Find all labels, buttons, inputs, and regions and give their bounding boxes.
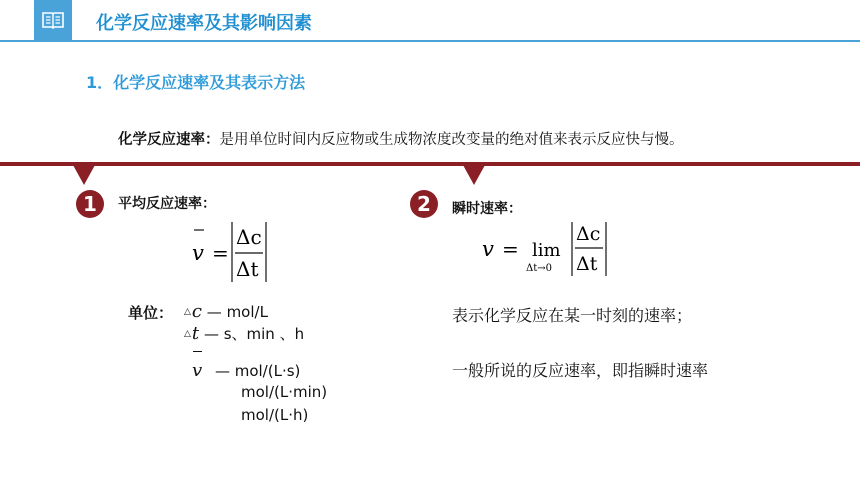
unit-rate-min: mol/(L·min) [241, 383, 328, 401]
symbol-t: t [191, 323, 200, 344]
formula-denominator: Δt [576, 253, 598, 275]
formula-denominator: Δt [236, 257, 259, 281]
section-divider [0, 162, 860, 166]
unit-text: — mol/(L·s) [214, 362, 301, 380]
formula-numerator: Δc [236, 225, 262, 249]
average-rate-formula [182, 220, 292, 286]
unit-rate-hour: mol/(L·h) [241, 406, 309, 424]
formula-v: v [192, 241, 204, 265]
delta-symbol: △ [184, 307, 191, 317]
unit-text: — s、min 、h [203, 325, 305, 343]
instant-rate-title: 瞬时速率： [452, 201, 522, 217]
instant-rate-line-2: 一般所说的反应速率，即指瞬时速率 [452, 361, 709, 380]
unit-concentration [184, 301, 268, 322]
formula-equals: = [212, 241, 229, 265]
definition-text: 是用单位时间内反应物或生成物浓度改变量的绝对值来表示反应快与慢。 [219, 132, 684, 148]
instant-rate-formula [480, 220, 620, 280]
average-rate-title: 平均反应速率： [118, 196, 216, 212]
unit-rate [192, 360, 300, 381]
header-underline [0, 40, 860, 42]
formula-numerator: Δc [576, 223, 601, 245]
instant-rate-line-1: 表示化学反应在某一时刻的速率； [452, 306, 693, 325]
symbol-v: v [192, 360, 203, 381]
header-icon-box [34, 0, 72, 40]
v-bar [193, 351, 202, 352]
header-bar [0, 0, 860, 42]
page-title: 化学反应速率及其影响因素 [96, 13, 312, 34]
unit-text: — mol/L [206, 303, 268, 321]
section-title: 1．化学反应速率及其表示方法 [86, 73, 306, 92]
unit-time [184, 323, 304, 344]
definition-term: 化学反应速率： [118, 132, 220, 148]
definition [118, 128, 684, 149]
right-arrow-marker [463, 165, 485, 185]
formula-lim: lim [532, 240, 561, 261]
formula-limit-sub: Δt→0 [526, 263, 552, 274]
badge-average-rate: 1 [76, 190, 104, 218]
symbol-c: c [191, 301, 203, 322]
left-arrow-marker [73, 165, 95, 185]
book-icon [42, 11, 64, 29]
badge-instant-rate: 2 [410, 190, 438, 218]
unit-label: 单位： [128, 304, 174, 322]
delta-symbol: △ [184, 329, 191, 339]
formula-equals: = [502, 237, 519, 261]
formula-v: v [482, 237, 494, 261]
